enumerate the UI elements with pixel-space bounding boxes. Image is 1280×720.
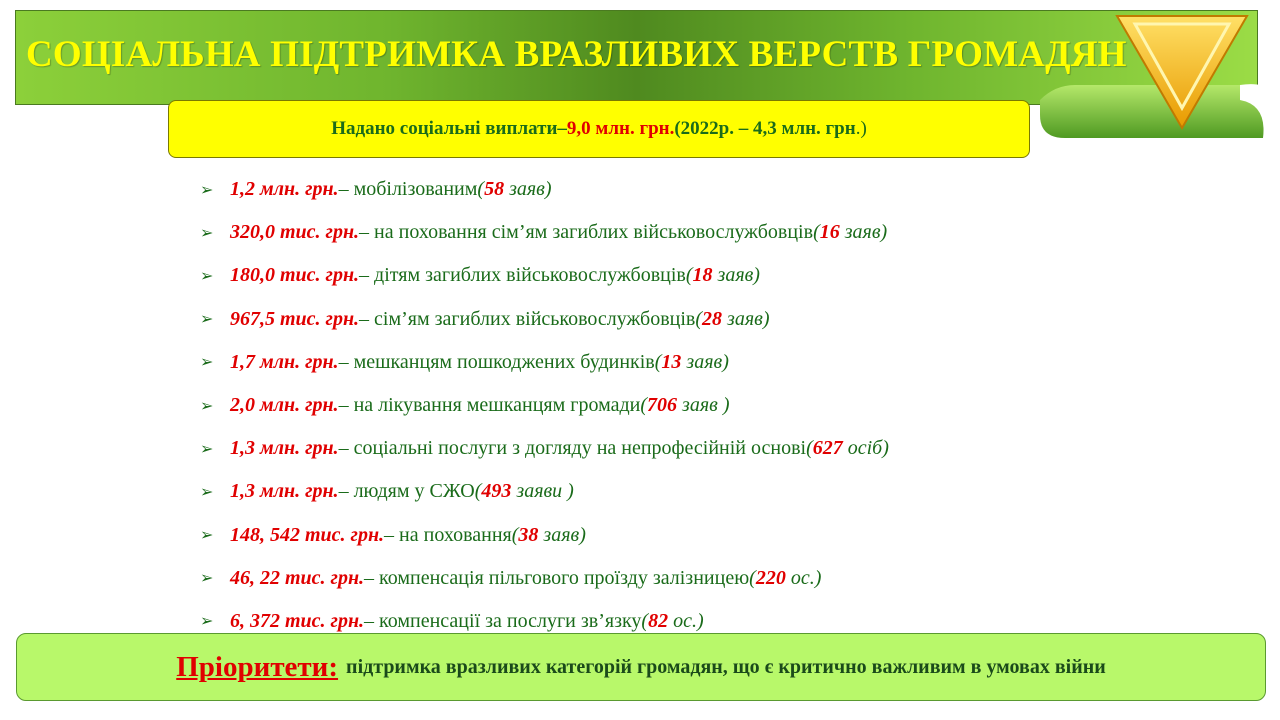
- item-open: (: [477, 178, 485, 201]
- item-amount: 180,0 тис. грн.: [230, 264, 360, 287]
- item-count: 706: [647, 394, 678, 417]
- item-close: ): [814, 566, 822, 589]
- list-item: [200, 168, 889, 211]
- item-unit: осіб: [842, 437, 883, 460]
- page-title: СОЦІАЛЬНА ПІДТРИМКА ВРАЗЛИВИХ ВЕРСТВ ГРОМАДЯН: [26, 34, 1127, 75]
- summary-amount: 9,0 млн. грн.: [566, 118, 675, 139]
- item-text: – мешканцям пошкоджених будинків: [338, 350, 655, 373]
- summary-box: [168, 100, 1030, 158]
- item-text: – компенсація пільгового проїзду залізницею: [364, 566, 750, 589]
- item-close: ): [544, 178, 552, 201]
- item-text: – соціальні послуги з догляду на непрофесійній основі: [338, 437, 807, 460]
- item-amount: 1,3 млн. грн.: [230, 437, 339, 460]
- item-unit: заяв: [722, 307, 763, 330]
- list-item: [200, 470, 889, 513]
- item-open: (: [813, 221, 820, 244]
- item-count-group: [686, 264, 760, 287]
- item-text: – сім’ям загиблих військовослужбовців: [359, 307, 696, 330]
- item-text: – дітям загиблих військовослужбовців: [359, 264, 686, 287]
- summary-dash: –: [557, 118, 567, 139]
- priority-text: підтримка вразливих категорій громадян, що є критично важливим в умовах війни: [346, 655, 1106, 678]
- item-count: 28: [702, 307, 723, 330]
- item-close: ): [722, 350, 729, 373]
- item-open: (: [685, 264, 693, 287]
- item-amount: 1,2 млн. грн.: [230, 178, 339, 201]
- item-close: ): [762, 307, 770, 330]
- item-open: (: [474, 480, 482, 503]
- summary-close: .): [855, 118, 867, 139]
- item-count: 18: [692, 264, 713, 287]
- arrow-bullet-icon: ➢: [200, 311, 214, 329]
- payments-list: [200, 168, 889, 643]
- item-unit: заяв: [504, 178, 545, 201]
- item-amount: 148, 542 тис. грн.: [230, 523, 385, 546]
- item-count-group: [806, 437, 889, 460]
- item-unit: заяв: [839, 221, 881, 244]
- list-item: [200, 211, 889, 254]
- item-unit: заяв: [538, 523, 580, 546]
- item-open: (: [640, 394, 648, 417]
- arrow-bullet-icon: ➢: [200, 570, 214, 588]
- arrow-bullet-icon: ➢: [200, 527, 214, 545]
- item-amount: 1,3 млн. грн.: [230, 480, 339, 503]
- item-count: 82: [648, 609, 669, 632]
- list-item: [200, 514, 889, 557]
- item-text: – компенсації за послуги зв’язку: [364, 609, 642, 632]
- item-count: 493: [481, 480, 512, 503]
- item-count: 16: [819, 221, 840, 244]
- item-count: 38: [518, 523, 539, 546]
- priority-box: [16, 633, 1266, 701]
- item-open: (: [654, 350, 662, 373]
- item-count-group: [477, 178, 551, 201]
- item-count-group: [749, 567, 821, 590]
- item-unit: заяв: [681, 350, 723, 373]
- item-text: – мобілізованим: [338, 178, 478, 201]
- item-count: 627: [812, 437, 843, 460]
- list-item: [200, 557, 889, 600]
- item-close: ): [882, 437, 889, 460]
- arrow-bullet-icon: ➢: [200, 224, 214, 242]
- arrow-bullet-icon: ➢: [200, 181, 214, 199]
- item-amount: 46, 22 тис. грн.: [230, 566, 365, 589]
- list-item: [200, 254, 889, 297]
- item-amount: 320,0 тис. грн.: [230, 221, 360, 244]
- arrow-bullet-icon: ➢: [200, 613, 214, 631]
- triangle-logo-icon: [1035, 10, 1280, 145]
- item-close: ): [722, 394, 730, 417]
- item-open: (: [511, 523, 519, 546]
- item-count: 220: [755, 566, 786, 589]
- item-text: – на поховання сім’ям загиблих військовослужбовців: [359, 221, 814, 244]
- list-item: [200, 427, 889, 470]
- summary-comparison: (2022р. – 4,3 млн. грн: [674, 118, 856, 139]
- arrow-bullet-icon: ➢: [200, 483, 214, 501]
- item-text: – на поховання: [384, 523, 512, 546]
- item-unit: заяви: [511, 480, 568, 503]
- list-item: [200, 384, 889, 427]
- item-open: (: [695, 307, 703, 330]
- item-open: (: [641, 609, 649, 632]
- item-open: (: [806, 437, 813, 460]
- item-count-group: [641, 610, 703, 633]
- item-close: ): [567, 480, 574, 503]
- item-unit: заяв: [677, 394, 723, 417]
- item-amount: 6, 372 тис. грн.: [230, 609, 365, 632]
- item-count-group: [640, 394, 729, 417]
- list-item: [200, 341, 889, 384]
- item-close: ): [880, 221, 888, 244]
- item-close: ): [753, 264, 760, 287]
- item-unit: заяв: [712, 264, 754, 287]
- item-text: – на лікування мешканцям громади: [338, 394, 641, 417]
- arrow-bullet-icon: ➢: [200, 440, 214, 458]
- arrow-bullet-icon: ➢: [200, 354, 214, 372]
- item-count-group: [475, 480, 574, 503]
- item-count-group: [695, 308, 769, 331]
- summary-prefix: Надано соціальні виплати: [331, 118, 558, 139]
- item-amount: 967,5 тис. грн.: [230, 307, 360, 330]
- item-open: (: [749, 566, 756, 589]
- item-close: ): [696, 609, 704, 632]
- item-count-group: [655, 351, 729, 374]
- arrow-bullet-icon: ➢: [200, 397, 214, 415]
- item-unit: ос.: [785, 566, 815, 589]
- item-amount: 1,7 млн. грн.: [230, 350, 339, 373]
- item-text: – людям у СЖО: [338, 480, 475, 503]
- item-count-group: [813, 221, 887, 244]
- item-count: 58: [484, 178, 505, 201]
- item-unit: ос.: [668, 609, 697, 632]
- item-count-group: [512, 524, 586, 547]
- arrow-bullet-icon: ➢: [200, 267, 214, 285]
- item-count: 13: [661, 350, 682, 373]
- item-amount: 2,0 млн. грн.: [230, 394, 339, 417]
- list-item: [200, 298, 889, 341]
- item-close: ): [579, 523, 586, 546]
- priority-label: Пріоритети:: [176, 650, 339, 683]
